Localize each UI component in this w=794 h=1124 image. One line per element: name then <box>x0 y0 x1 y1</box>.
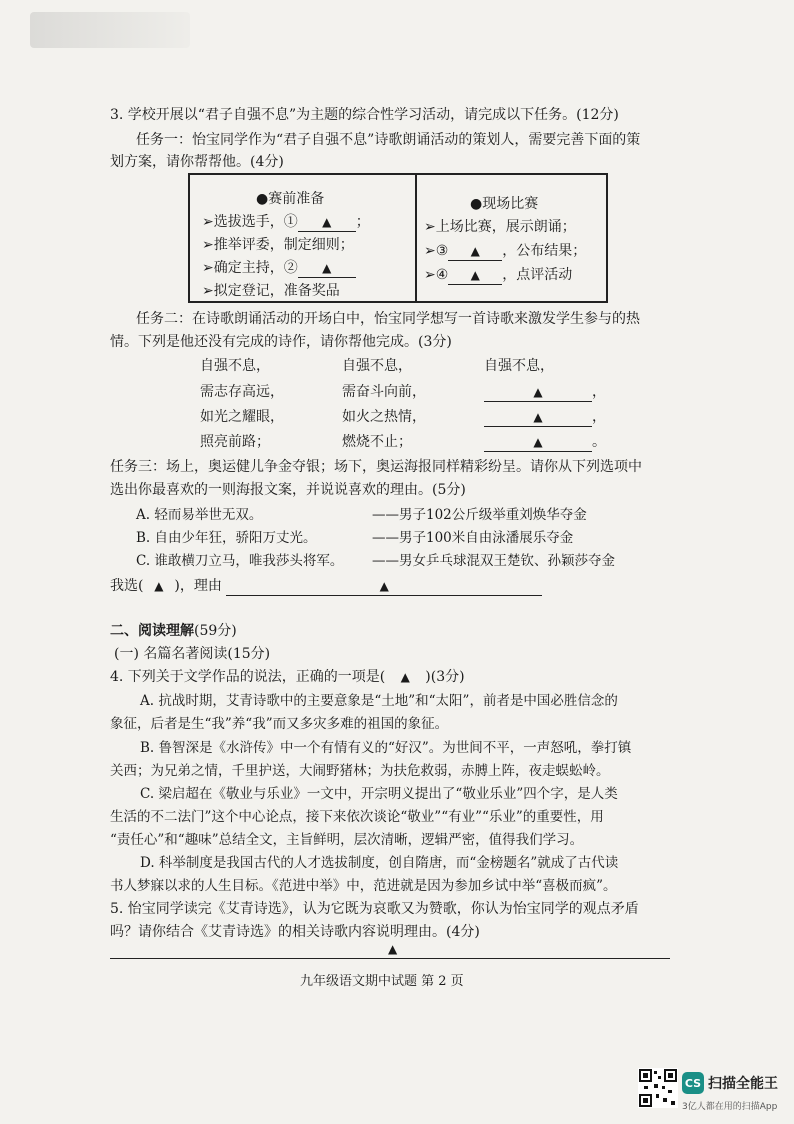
q5-answer-line[interactable] <box>110 958 670 959</box>
scan-artifact <box>30 12 190 48</box>
live-item-3: ➢④ ▲ ，点评活动 <box>424 267 573 283</box>
q4-line-4: 关西；为兄弟之情，千里护送，大闹野猪林；为扶危救弱，赤膊上阵，夜走蜈蚣岭。 <box>110 763 610 779</box>
page-footer: 九年级语文期中试题 第 2 页 <box>300 974 464 989</box>
task1-line2: 划方案，请你帮帮他。(4分) <box>110 154 284 170</box>
q4-answer-blank[interactable]: ▲ <box>400 670 410 684</box>
q4-line-5: C. 梁启超在《敬业与乐业》一文中，开宗明义提出了“敬业乐业”四个字，是人类 <box>140 786 618 802</box>
option-a-note: ——男子102公斤级举重刘焕华夺金 <box>372 507 587 523</box>
blank-4[interactable]: ▲ <box>448 266 502 285</box>
choice-line: 我选( ▲ )，理由 ▲ <box>110 577 542 596</box>
pre-item-3: ➢确定主持，② ▲ <box>202 259 356 278</box>
task2-line2: 情。下列是他还没有完成的诗作，请你帮他完成。(3分) <box>110 334 452 350</box>
poem-blank-3[interactable]: ▲ 。 <box>484 433 606 452</box>
option-c: C. 谁敢横刀立马，唯我莎头将军。 <box>136 553 344 569</box>
task3-line2: 选出你最喜欢的一则海报文案，并说说喜欢的理由。(5分) <box>110 482 466 498</box>
q5-line-1: 5. 怡宝同学读完《艾青诗选》，认为它既为哀歌又为赞歌，你认为怡宝同学的观点矛盾 <box>110 901 639 917</box>
reason-blank[interactable]: ▲ <box>226 577 542 596</box>
section2-sub1: (一) 名篇名著阅读(15分) <box>114 646 271 662</box>
poem-blank-2[interactable]: ▲ ， <box>484 408 606 427</box>
q3-title: 3. 学校开展以“君子自强不息”为主题的综合性学习活动，请完成以下任务。(12分) <box>110 107 619 123</box>
blank-1[interactable]: ▲ <box>298 213 356 232</box>
blank-2[interactable]: ▲ <box>298 259 356 278</box>
scanner-subtitle: 3亿人都在用的扫描App <box>682 1102 778 1112</box>
live-item-2: ➢③ ▲ ，公布结果； <box>424 243 587 259</box>
choice-blank[interactable]: ▲ <box>154 579 164 593</box>
q5-answer-mark: ▲ <box>388 942 398 956</box>
plan-divider <box>415 175 417 301</box>
q4-line-6: 生活的不二法门”这个中心论点，接下来依次谈论“敬业”“有业”“乐业”的重要性，用 <box>110 809 604 825</box>
q4-line-8: D. 科举制度是我国古代的人才选拔制度，创自隋唐，而“金榜题名”就成了古代读 <box>140 855 619 871</box>
option-b-note: ——男子100米自由泳潘展乐夺金 <box>372 530 574 546</box>
q4-line-9: 书人梦寐以求的人生目标。《范进中举》中，范进就是因为参加乡试中举“喜极而疯”。 <box>110 878 617 894</box>
task1-line1: 任务一：怡宝同学作为“君子自强不息”诗歌朗诵活动的策划人，需要完善下面的策 <box>136 132 641 148</box>
pre-item-1: ➢选拔选手，① ▲ ； <box>202 214 370 230</box>
option-a: A. 轻而易举世无双。 <box>136 507 263 523</box>
task2-line1: 任务二：在诗歌朗诵活动的开场白中，怡宝同学想写一首诗歌来激发学生参与的热 <box>136 311 640 327</box>
scanner-name: 扫描全能王 <box>708 1076 778 1092</box>
poem-c1-l4: 照亮前路； <box>200 434 270 450</box>
q4-line-1: A. 抗战时期，艾青诗歌中的主要意象是“土地”和“太阳”，前者是中国必胜信念的 <box>140 693 618 709</box>
live-item-1: ➢上场比赛，展示朗诵； <box>424 219 576 235</box>
section2-title: 二、阅读理解(59分) <box>110 623 237 639</box>
option-b: B. 自由少年狂，骄阳万丈光。 <box>136 530 317 546</box>
poem-c1-l3: 如光之耀眼， <box>200 409 284 425</box>
poem-c2-l3: 如火之热情， <box>342 409 426 425</box>
live-heading: ●现场比赛 <box>470 196 539 212</box>
q4-line-7: “责任心”和“趣味”总结全文，主旨鲜明，层次清晰，逻辑严密，值得我们学习。 <box>110 832 584 848</box>
camscanner-logo-icon: CS <box>682 1072 704 1094</box>
task3-line1: 任务三：场上，奥运健儿争金夺银；场下，奥运海报同样精彩纷呈。请你从下列选项中 <box>110 459 642 475</box>
blank-3[interactable]: ▲ <box>448 242 502 261</box>
qr-code-icon <box>638 1068 678 1108</box>
poem-c2-l2: 需奋斗向前， <box>342 384 426 400</box>
pre-item-2: ➢推举评委，制定细则； <box>202 237 354 253</box>
pre-heading: ●赛前准备 <box>256 191 325 207</box>
q4-line-2: 象征，后者是生“我”养“我”而又多灾多难的祖国的象征。 <box>110 716 449 732</box>
q5-line-2: 吗？请你结合《艾青诗选》的相关诗歌内容说明理由。(4分) <box>110 924 480 940</box>
poem-c1-l2: 需志存高远， <box>200 384 284 400</box>
poem-c1-l1: 自强不息， <box>200 358 270 374</box>
option-c-note: ——男女乒乓球混双王楚钦、孙颖莎夺金 <box>372 553 615 569</box>
poem-c3-l1: 自强不息， <box>484 358 554 374</box>
plan-table <box>188 173 608 303</box>
poem-c2-l1: 自强不息， <box>342 358 412 374</box>
pre-item-4: ➢拟定登记，准备奖品 <box>202 283 340 299</box>
poem-c2-l4: 燃烧不止； <box>342 434 412 450</box>
poem-blank-1[interactable]: ▲ ， <box>484 383 606 402</box>
q4-line-3: B. 鲁智深是《水浒传》中一个有情有义的“好汉”。为世间不平，一声怒吼，拳打镇 <box>140 740 632 756</box>
q4-title: 4. 下列关于文学作品的说法，正确的一项是( ▲ )(3分) <box>110 669 465 685</box>
